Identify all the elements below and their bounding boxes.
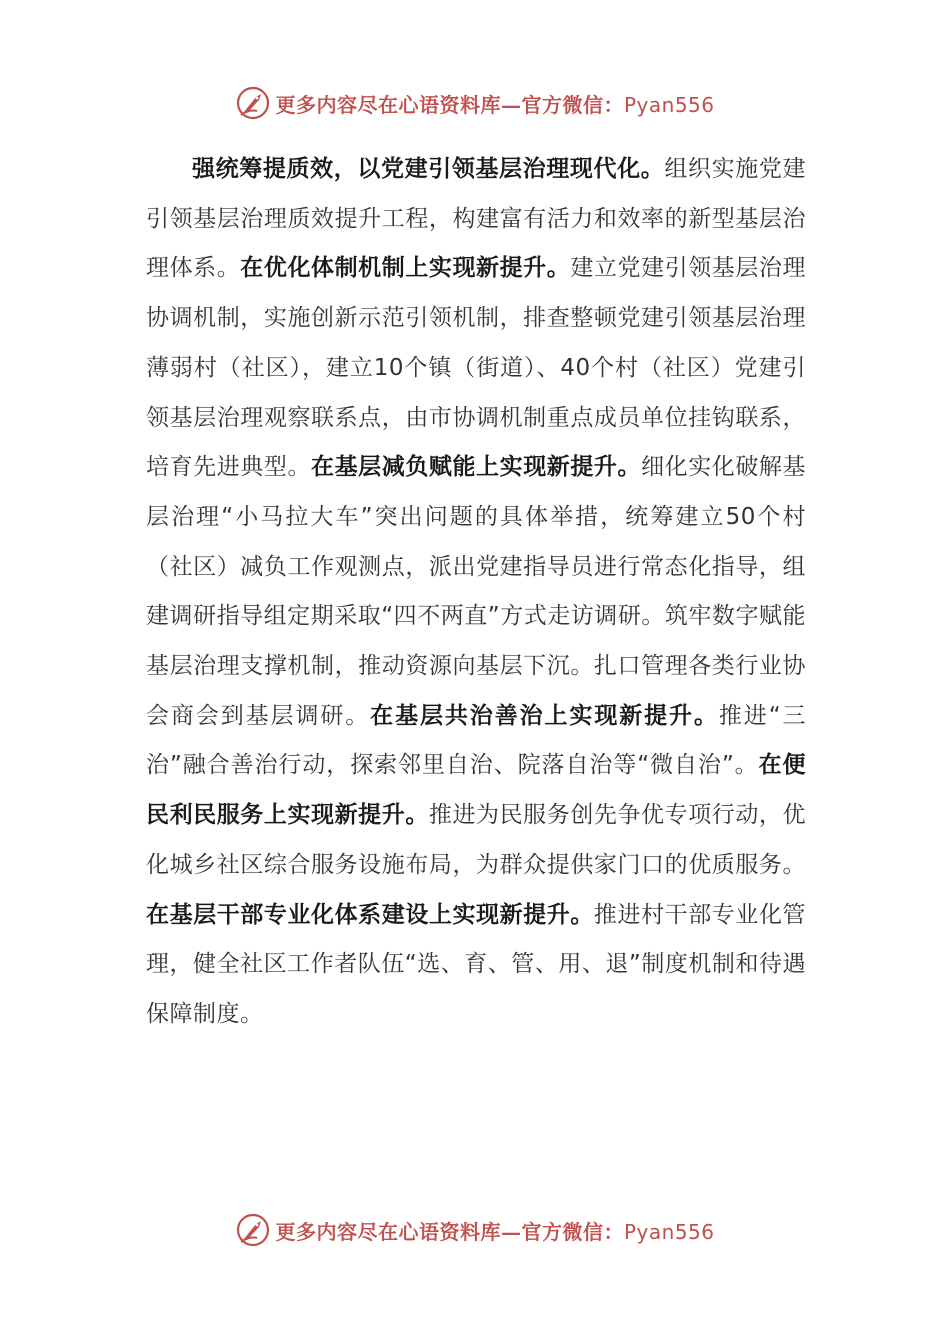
header-watermark [0, 83, 950, 123]
body-paragraph [146, 145, 806, 1040]
bold-heading: 在便民利民服务上实现新提升。 [146, 752, 806, 829]
body-text: 推进为民服务创先争优专项行动，优化城乡社区综合服务设施布局，为群众提供家门口的优质服务。 [146, 802, 807, 878]
bold-heading: 在优化体制机制上实现新提升。 [240, 255, 571, 282]
bold-heading: 强统筹提质效，以党建引领基层治理现代化。 [192, 156, 665, 182]
footer-watermark [0, 1210, 950, 1250]
bold-heading: 在基层减负赋能上实现新提升。 [311, 454, 642, 481]
pen-nib-icon [235, 85, 271, 121]
body-text: 组织实施党建引领基层治理质效提升工程，构建富有活力和效率的新型基层治理体系。 [146, 156, 807, 282]
footer-wechat-id: Pyan556 [623, 1219, 715, 1244]
body-text: 推进“三治”融合善治行动，探索邻里自治、院落自治等“微自治”。 [146, 702, 807, 779]
bold-heading: 在基层干部专业化体系建设上实现新提升。 [146, 901, 594, 928]
pen-nib-icon [235, 1212, 271, 1248]
document-body [146, 145, 806, 1040]
body-text: 建立党建引领基层治理协调机制，实施创新示范引领机制，排查整顿党建引领基层治理薄弱村（社区），建立10个镇（街道）、40个村（社区）党建引领基层治理观察联系点，由市协调机制重点成员单位挂钩联系，培育先进典型。 [146, 255, 807, 481]
bold-heading: 在基层共治善治上实现新提升。 [370, 702, 719, 729]
body-text: 细化实化破解基层治理“小马拉大车”突出问题的具体举措，统筹建立50个村（社区）减负工作观测点，派出党建指导员进行常态化指导，组建调研指导组定期采取“四不两直”方式走访调研。筑牢数字赋能基层治理支撑机制，推动资源向基层下沉。扎口管理各类行业协会商会到基层调研。 [146, 454, 807, 729]
body-text: 推进村干部专业化管理，健全社区工作者队伍“选、育、管、用、退”制度机制和待遇保障制度。 [146, 901, 807, 1027]
footer-watermark-text: 更多内容尽在心语资料库—官方微信：Pyan556 [275, 1219, 715, 1244]
header-watermark-text: 更多内容尽在心语资料库—官方微信：Pyan556 [275, 92, 715, 117]
header-wechat-id: Pyan556 [623, 92, 715, 117]
